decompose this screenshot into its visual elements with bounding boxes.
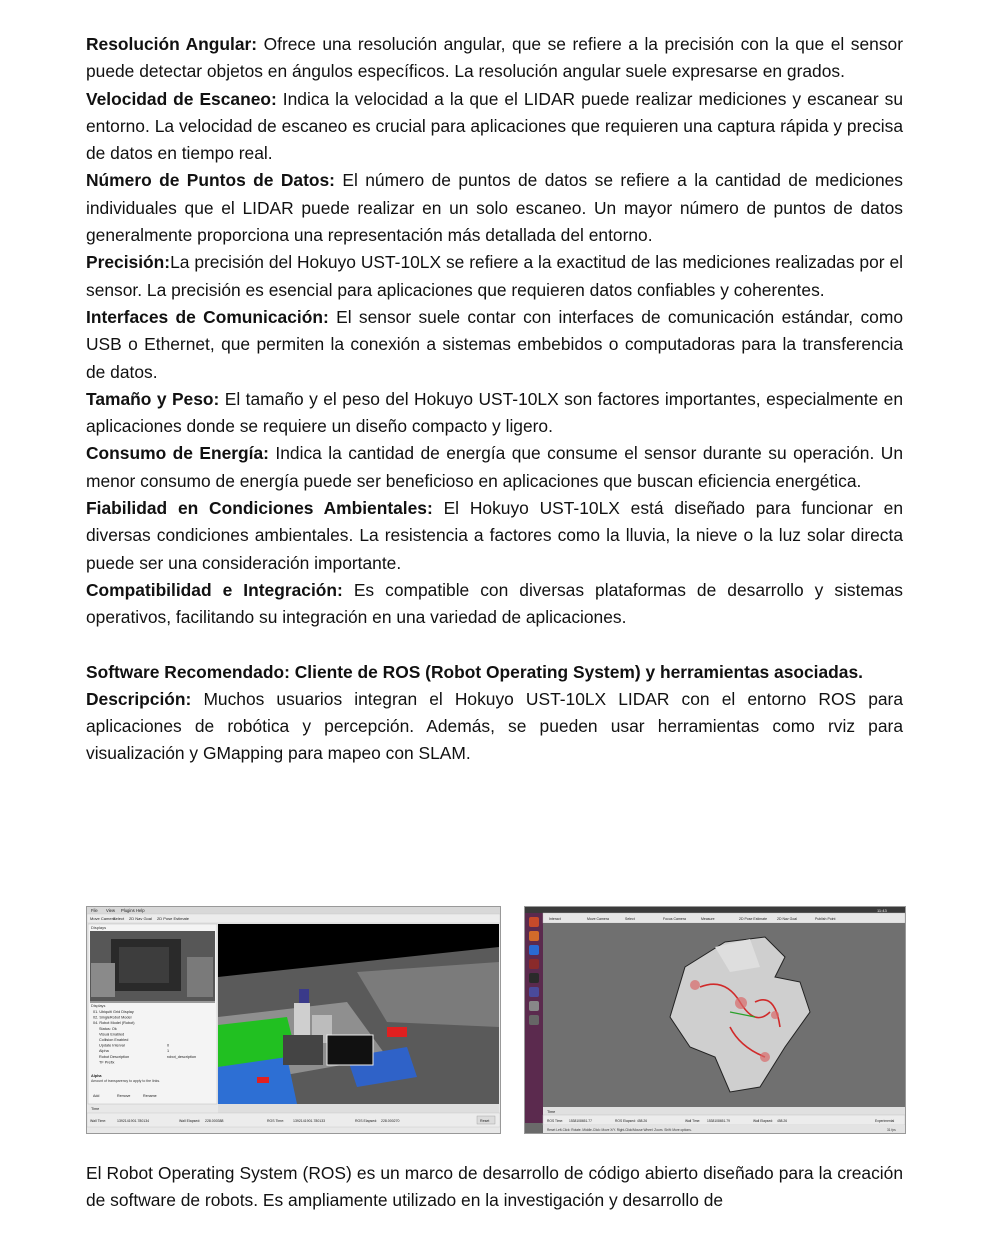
spec-text: Es compatible con diversas plataformas de desarrollo y sistemas operativos, facilitando su integración en una variedad de aplicaciones. xyxy=(86,579,903,628)
fps-readout: 31 fps xyxy=(887,1128,896,1132)
spec-paragraph xyxy=(86,31,903,86)
closing-paragraph: El Robot Operating System (ROS) es un marco de desarrollo de código abierto diseñado para la creación de software de robots. Es ampliamente utilizado en la investigación y desarrollo de xyxy=(86,1163,903,1211)
tree-item: 02. SingleRobot Model xyxy=(93,1015,132,1020)
menu-item: File xyxy=(91,908,98,913)
spec-paragraph xyxy=(86,386,903,441)
spec-text: El tamaño y el peso del Hokuyo UST-10LX son factores importantes, especialmente en aplicaciones donde se requiere un diseño compacto y ligero. xyxy=(86,388,903,437)
spec-text: El número de puntos de datos se refiere a la cantidad de mediciones individuales que el LIDAR puede realizar en un solo escaneo. Un mayor número de puntos de datos generalmente proporciona una representación más detallada del entorno. xyxy=(86,170,903,246)
tree-value: 0 xyxy=(167,1043,170,1048)
spec-text: Indica la velocidad a la que el LIDAR puede realizar mediciones y escanear su entorno. La velocidad de escaneo es crucial para aplicaciones que requieren una captura rápida y precisa de datos en tiempo real. xyxy=(86,88,903,164)
status-field: Wall Elapsed: xyxy=(179,1119,201,1123)
spec-paragraph xyxy=(86,304,903,386)
status-field: ROS Elapsed: xyxy=(355,1119,378,1123)
spec-paragraph xyxy=(86,577,903,632)
tool-item: Publish Point xyxy=(815,917,836,921)
status-field: ROS Elapsed: xyxy=(615,1119,636,1123)
description-text: Muchos usuarios integran el Hokuyo UST-10LX LIDAR con el entorno ROS para aplicaciones de robótica y percepción. Además, se pueden usar herramientas como rviz para visualización y GMapping para mapeo con SLAM. xyxy=(86,688,903,764)
toolbar-item: Select xyxy=(113,916,125,921)
tool-item: Measure xyxy=(701,917,715,921)
panel-button: Rename xyxy=(143,1094,157,1098)
tree-item: Update Interval xyxy=(99,1043,125,1048)
document-body xyxy=(86,31,903,768)
time-label: Time xyxy=(91,1107,100,1111)
panel-title: Displays xyxy=(91,925,107,930)
status-field: 1538108651.79 xyxy=(707,1119,730,1123)
tree-item: Visual Enabled xyxy=(99,1032,125,1037)
clock: 11:43 xyxy=(877,908,887,913)
spec-term: Número de Puntos de Datos: xyxy=(86,170,335,191)
tool-item: 2D Pose Estimate xyxy=(739,917,768,921)
tree-item: 04. Robot Model (Robot) xyxy=(93,1021,135,1026)
status-field: 1538108651.77 xyxy=(569,1119,592,1123)
spec-text: El sensor suele contar con interfaces de comunicación estándar, como USB o Ethernet, que permiten la conexión a sistemas embebidos o computadoras para la transferencia de datos. xyxy=(86,306,903,382)
time-label: Time xyxy=(547,1110,556,1114)
spec-text: Ofrece una resolución angular, que se refiere a la precisión con la que el sensor puede detectar objetos en ángulos específicos. La resolución angular suele expresarse en grados. xyxy=(86,34,903,82)
spec-term: Tamaño y Peso: xyxy=(86,388,220,409)
help-text: Amount of transparency to apply to the links. xyxy=(91,1079,161,1083)
status-field: 458.26 xyxy=(777,1119,788,1123)
panel-button: Remove xyxy=(117,1094,131,1098)
toolbar-item: 2D Nav Goal xyxy=(129,916,152,921)
tool-item: 2D Nav Goal xyxy=(777,917,798,921)
spec-term: Velocidad de Escaneo: xyxy=(86,88,277,109)
spec-text: El Hokuyo UST-10LX está diseñado para funcionar en diversas condiciones ambientales. La resistencia a factores como la lluvia, la nieve o la luz solar directa puede ser una consideración importante. xyxy=(86,498,904,573)
status-field: Wall Time: xyxy=(90,1119,107,1123)
tree-value: 1 xyxy=(167,1049,170,1054)
status-field: Wall Time: xyxy=(685,1119,701,1123)
description-paragraph xyxy=(86,686,903,768)
svg-text:Displays: Displays xyxy=(91,1004,106,1008)
figure-row xyxy=(86,906,906,1132)
spec-term: Consumo de Energía: xyxy=(86,443,269,464)
tool-item: Move Camera xyxy=(587,917,609,921)
menu-item: Plugins xyxy=(121,908,135,913)
status-field: 1392141901.780134 xyxy=(117,1119,150,1123)
spec-text: Indica la cantidad de energía que consume el sensor durante su operación. Un menor consumo de energía puede ser beneficioso en aplicaciones que buscan eficiencia energética. xyxy=(86,443,903,491)
status-field: Wall Elapsed: xyxy=(753,1119,774,1123)
rviz-robot-screenshot xyxy=(86,906,501,1134)
tool-item: Focus Camera xyxy=(663,917,686,921)
status-field: 1392141901.780133 xyxy=(293,1119,326,1123)
spec-paragraph xyxy=(86,249,903,304)
toolbar-item: 2D Pose Estimate xyxy=(157,916,190,921)
status-field: 458.26 xyxy=(637,1119,648,1123)
tree-item: Robot Description xyxy=(99,1054,130,1059)
tree-item: 01. Ubiquiti Grid Display xyxy=(93,1010,134,1014)
toolbar-item: Move Camera xyxy=(90,916,116,921)
spec-term: Resolución Angular: xyxy=(86,34,258,54)
status-field: ROS Time: xyxy=(547,1119,564,1123)
spec-term: Interfaces de Comunicación: xyxy=(86,306,329,327)
spacer xyxy=(86,632,903,659)
menu-item: View xyxy=(106,908,116,913)
menu-item: Help xyxy=(136,908,145,913)
description-term: Descripción: xyxy=(86,688,192,709)
spec-text: La precisión del Hokuyo UST-10LX se refiere a la exactitud de las mediciones realizadas por el sensor. La precisión es esencial para aplicaciones que requieren datos confiables y coherentes. xyxy=(86,252,903,300)
tree-item: Collision Enabled xyxy=(99,1038,129,1042)
spec-term: Precisión: xyxy=(86,252,171,273)
help-title: Alpha xyxy=(91,1074,102,1078)
experimental-checkbox-label: Experimental xyxy=(875,1119,895,1123)
spec-paragraph xyxy=(86,440,903,495)
closing-paragraph-block xyxy=(86,1160,903,1215)
rviz-gmapping-screenshot xyxy=(524,906,906,1134)
tree-value: robot_description xyxy=(167,1054,197,1059)
tree-item: TF Prefix xyxy=(99,1060,115,1065)
tool-item: Select xyxy=(625,917,635,921)
reset-button-label: Reset xyxy=(480,1119,490,1123)
tree-item: Status: Ok xyxy=(99,1026,117,1031)
software-heading: Software Recomendado: Cliente de ROS (Robot Operating System) y herramientas asociadas. xyxy=(86,661,863,682)
status-field: 228.000270 xyxy=(381,1119,400,1123)
spec-term: Fiabilidad en Condiciones Ambientales: xyxy=(86,498,433,519)
status-field: ROS Time: xyxy=(267,1119,285,1123)
tree-item: Alpha xyxy=(99,1049,109,1054)
spec-paragraph xyxy=(86,167,903,249)
spec-term: Compatibilidad e Integración: xyxy=(86,579,343,600)
spec-list xyxy=(86,31,903,632)
interaction-hint: Reset Left-Click: Rotate. Middle-Click: Move X/Y. Right-Click/Mouse Wheel: Zoom. Shift: More options. xyxy=(547,1128,692,1132)
spec-paragraph xyxy=(86,495,903,577)
tool-item: Interact xyxy=(549,917,561,921)
status-field: 228.000388 xyxy=(205,1119,224,1123)
spec-paragraph xyxy=(86,86,903,168)
panel-button: Add xyxy=(93,1094,100,1098)
